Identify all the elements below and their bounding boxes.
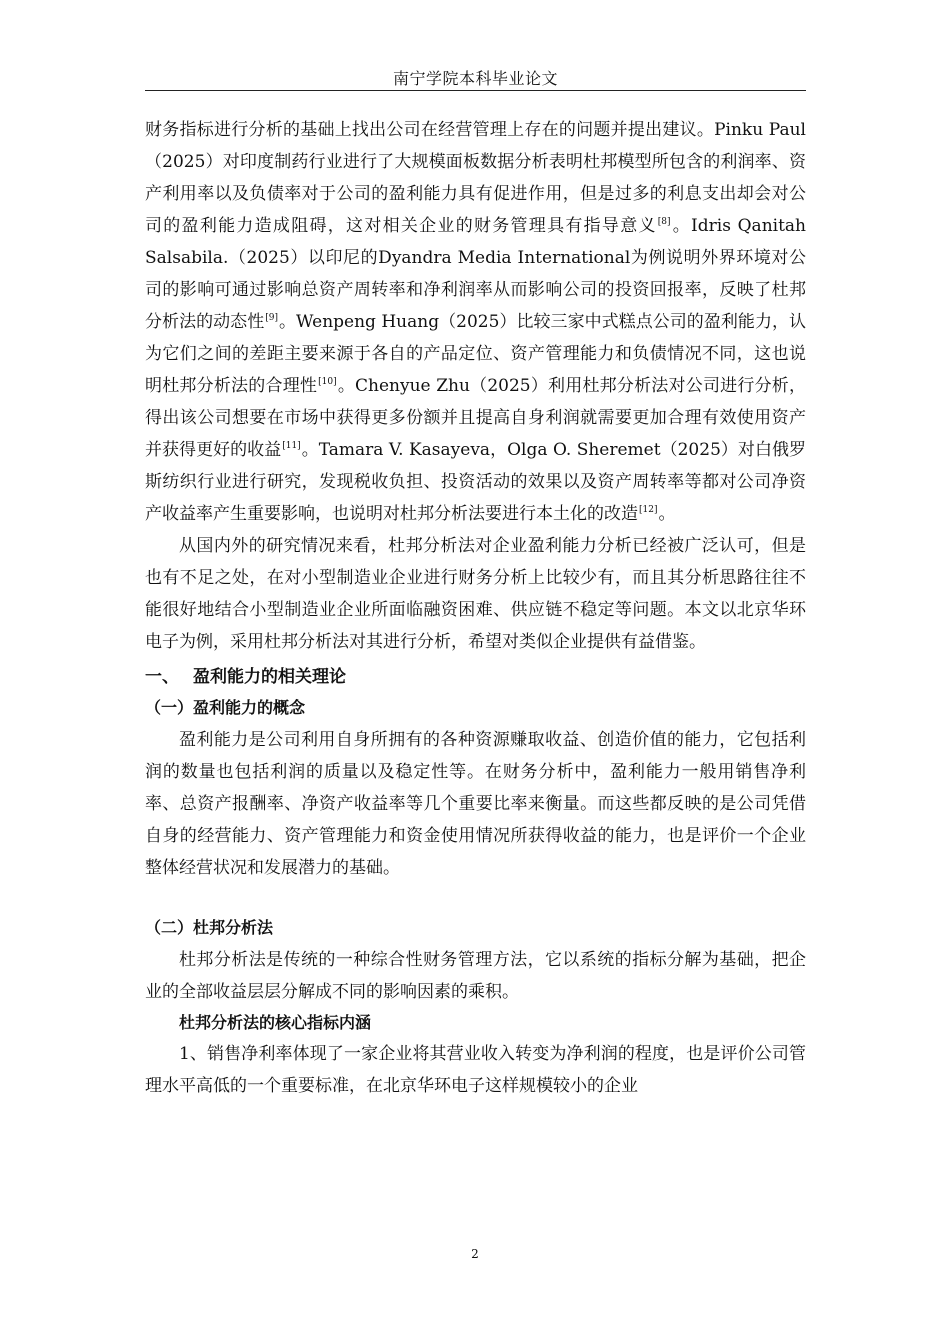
subsection-heading-concept: （一）盈利能力的概念	[145, 698, 306, 717]
page-header	[145, 70, 806, 91]
subsection-heading-dupont: （二）杜邦分析法	[145, 918, 274, 937]
paragraph-literature-review: 财务指标进行分析的基础上找出公司在经营管理上存在的问题并提出建议。Pinku Paul（2025）对印度制药行业进行了大规模面板数据分析表明杜邦模型所包含的利润率、资产利用率以及负债率对于公司的盈利能力具有促进作用，但是过多的利息支出却会对公司的盈利能力造成阻碍，这对相关企业的财务管理具有指导意义[8]。Idris Qanitah Salsabila.（2025）以印尼的Dyandra Media International为例说明外界环境对公司的影响可通过影响总资产周转率和净利润率从而影响公司的投资回报率，反映了杜邦分析法的动态性[9]。Wenpeng Huang（2025）比较三家中式糕点公司的盈利能力，认为它们之间的差距主要来源于各自的产品定位、资产管理能力和负债情况不同，这也说明杜邦分析法的合理性[10]。Chenyue Zhu（2025）利用杜邦分析法对公司进行分析，得出该公司想要在市场中获得更多份额并且提高自身利润就需要更加合理有效使用资产并获得更好的收益[11]。Tamara V. Kasayeva，Olga O. Sheremet（2025）对白俄罗斯纺织行业进行研究，发现税收负担、投资活动的效果以及资产周转率等都对公司净资产收益率产生重要影响，也说明对杜邦分析法要进行本土化的改造[12]。	[145, 120, 807, 524]
paragraph-dupont-intro: 杜邦分析法是传统的一种综合性财务管理方法，它以系统的指标分解为基础，把企业的全部收益层层分解成不同的影响因素的乘积。	[145, 950, 806, 1002]
section-heading-1	[145, 662, 806, 692]
page-number: 2	[471, 1247, 479, 1261]
document-body	[145, 114, 806, 1102]
citation-12: [12]	[639, 505, 658, 515]
subheading-core-indicators: 杜邦分析法的核心指标内涵	[179, 1013, 372, 1032]
section-number: 一、	[145, 667, 179, 687]
citation-10: [10]	[318, 377, 337, 387]
blank-line	[145, 884, 806, 912]
paragraph-research-summary: 从国内外的研究情况来看，杜邦分析法对企业盈利能力分析已经被广泛认可，但是也有不足之处，在对小型制造业企业进行财务分析上比较少有，而且其分析思路往往不能很好地结合小型制造业企业所面临融资困难、供应链不稳定等问题。本文以北京华环电子为例，采用杜邦分析法对其进行分析，希望对类似企业提供有益借鉴。	[145, 536, 806, 652]
header-title: 南宁学院本科毕业论文	[392, 69, 558, 88]
citation-11: [11]	[282, 441, 301, 451]
citation-8: [8]	[657, 217, 671, 227]
paragraph-net-profit-margin: 1、销售净利率体现了一家企业将其营业收入转变为净利润的程度，也是评价公司管理水平高低的一个重要标准，在北京华环电子这样规模较小的企业	[145, 1044, 806, 1096]
section-title: 盈利能力的相关理论	[193, 667, 346, 687]
citation-9: [9]	[265, 313, 278, 323]
paragraph-profitability-concept: 盈利能力是公司利用自身所拥有的各种资源赚取收益、创造价值的能力，它包括利润的数量也包括利润的质量以及稳定性等。在财务分析中，盈利能力一般用销售净利率、总资产报酬率、净资产收益率等几个重要比率来衡量。而这些都反映的是公司凭借自身的经营能力、资产管理能力和资金使用情况所获得收益的能力，也是评价一个企业整体经营状况和发展潜力的基础。	[145, 730, 806, 878]
